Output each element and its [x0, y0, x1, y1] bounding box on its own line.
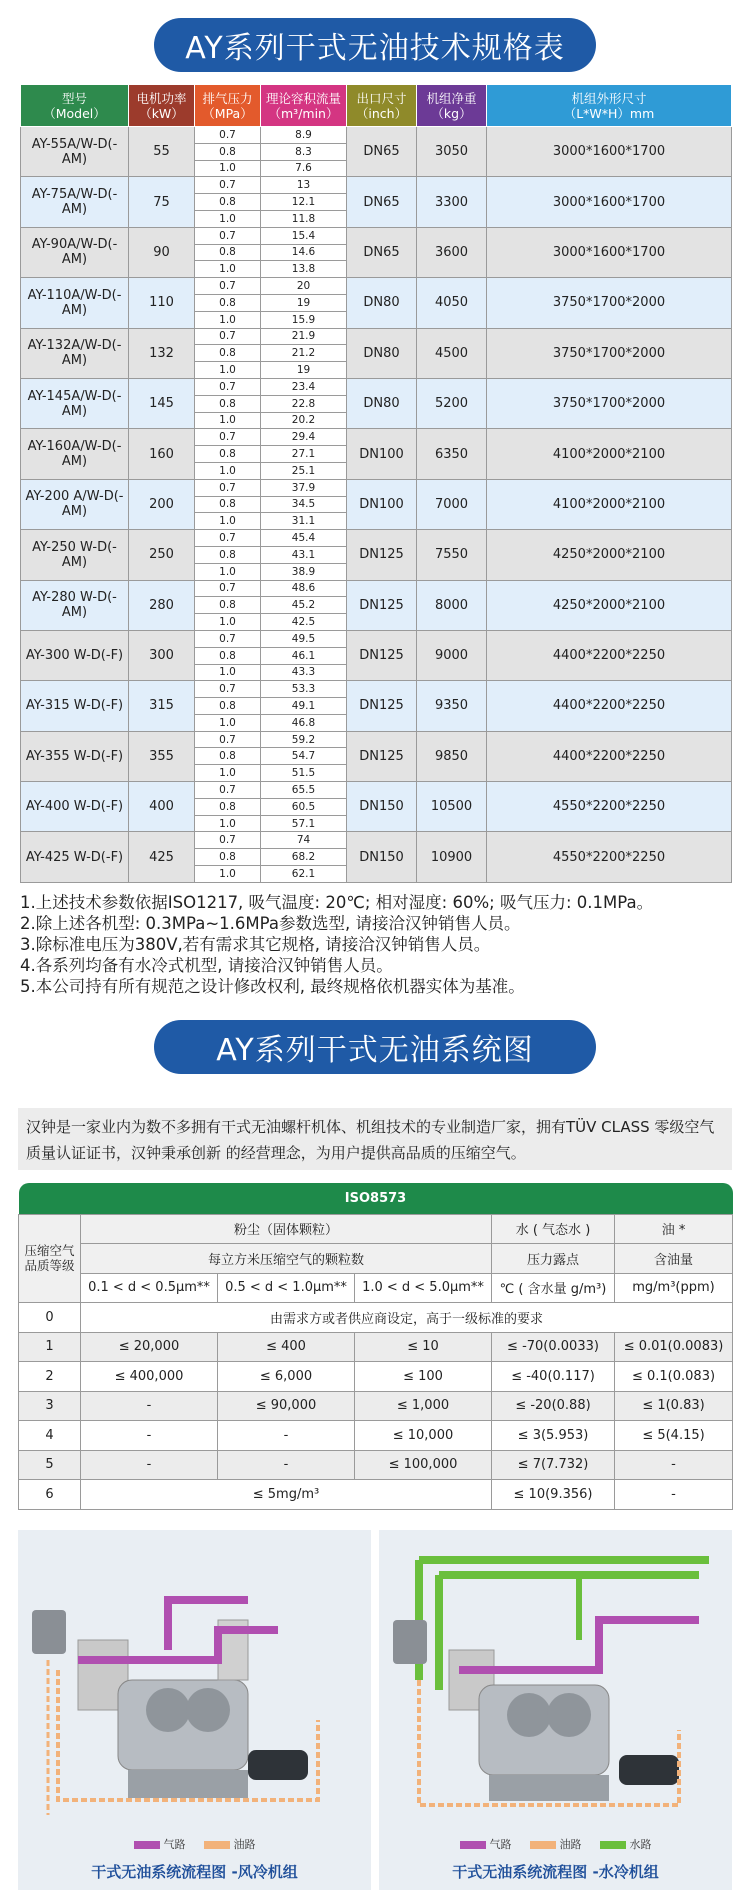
outlet-cell: DN125: [347, 681, 417, 731]
spec-row: [21, 429, 732, 446]
flow-cell: 13: [261, 177, 347, 194]
spec-header-label: 机组外形尺寸: [571, 90, 647, 106]
spec-title-banner: [154, 18, 596, 72]
legend-swatch: [600, 1841, 626, 1849]
iso-row: [19, 1450, 733, 1480]
spec-row: [21, 328, 732, 345]
iso-grade-cell: 1: [19, 1332, 81, 1362]
spec-header-3: [261, 85, 347, 127]
size-cell: 4400*2200*2250: [487, 681, 732, 731]
spec-row: [21, 580, 732, 597]
spec-row: [21, 681, 732, 698]
flow-cell: 51.5: [261, 765, 347, 782]
spec-header-unit: （Model）: [43, 105, 106, 121]
legend-swatch: [460, 1841, 486, 1849]
note-item: 1.上述技术参数依据ISO1217, 吸气温度: 20℃; 相对湿度: 60%; 吸气压力: 0.1MPa。: [20, 893, 654, 912]
spec-header-4: [347, 85, 417, 127]
model-cell: AY-55A/W-D(-AM): [21, 127, 129, 177]
size-cell: 3750*1700*2000: [487, 328, 732, 378]
pressure-cell: 0.8: [195, 798, 261, 815]
power-cell: 75: [129, 177, 195, 227]
spec-header-unit: （kg）: [431, 105, 472, 121]
legend-item: [600, 1836, 652, 1852]
outlet-cell: DN125: [347, 731, 417, 781]
notes-list: [20, 892, 740, 997]
size-cell: 3750*1700*2000: [487, 278, 732, 328]
pressure-cell: 1.0: [195, 866, 261, 883]
iso-grade-0: 0: [19, 1303, 81, 1333]
pressure-cell: 0.7: [195, 429, 261, 446]
flow-cell: 21.2: [261, 345, 347, 362]
pressure-cell: 0.8: [195, 345, 261, 362]
flow-cell: 49.1: [261, 698, 347, 715]
power-cell: 200: [129, 479, 195, 529]
iso-value-cell: ≤ -40(0.117): [492, 1362, 615, 1392]
legend-item: [134, 1836, 186, 1852]
spec-header-label: 排气压力: [202, 90, 253, 106]
spec-row: [21, 127, 732, 144]
iso-row: [19, 1362, 733, 1392]
iso-col-dust-2: 0.5 < d < 1.0μm**: [218, 1273, 355, 1303]
power-cell: 110: [129, 278, 195, 328]
size-cell: 3750*1700*2000: [487, 378, 732, 428]
pressure-cell: 0.8: [195, 597, 261, 614]
model-cell: AY-75A/W-D(-AM): [21, 177, 129, 227]
size-cell: 4550*2200*2250: [487, 832, 732, 882]
flow-cell: 22.8: [261, 395, 347, 412]
power-cell: 355: [129, 731, 195, 781]
flow-cell: 57.1: [261, 815, 347, 832]
iso-value-cell: ≤ 10: [355, 1332, 492, 1362]
pressure-cell: 0.8: [195, 294, 261, 311]
spec-row: [21, 227, 732, 244]
model-cell: AY-160A/W-D(-AM): [21, 429, 129, 479]
weight-cell: 9850: [417, 731, 487, 781]
iso-col-dust-1: 0.1 < d < 0.5μm**: [81, 1273, 218, 1303]
iso-grade-cell: 5: [19, 1450, 81, 1480]
iso-value-cell: ≤ 1,000: [355, 1391, 492, 1421]
flow-cell: 15.9: [261, 311, 347, 328]
weight-cell: 9000: [417, 630, 487, 680]
pressure-cell: 1.0: [195, 311, 261, 328]
pressure-cell: 1.0: [195, 462, 261, 479]
legend-label: 油路: [559, 1838, 582, 1851]
weight-cell: 4500: [417, 328, 487, 378]
model-cell: AY-110A/W-D(-AM): [21, 278, 129, 328]
pressure-cell: 0.8: [195, 698, 261, 715]
spec-header-label: 出口尺寸: [356, 90, 407, 106]
system-title: AY系列干式无油系统图: [216, 1033, 534, 1068]
model-cell: AY-90A/W-D(-AM): [21, 227, 129, 277]
spec-header-5: [417, 85, 487, 127]
pressure-cell: 1.0: [195, 714, 261, 731]
iso-dust-header: 粉尘（固体颗粒）: [81, 1214, 492, 1244]
size-cell: 3000*1600*1700: [487, 177, 732, 227]
iso-value-cell: -: [81, 1421, 218, 1451]
pressure-cell: 0.7: [195, 782, 261, 799]
power-cell: 90: [129, 227, 195, 277]
pressure-cell: 0.7: [195, 681, 261, 698]
flow-cell: 49.5: [261, 630, 347, 647]
flow-cell: 45.4: [261, 530, 347, 547]
outlet-cell: DN65: [347, 227, 417, 277]
pressure-cell: 1.0: [195, 563, 261, 580]
pressure-cell: 0.7: [195, 630, 261, 647]
legend-swatch: [134, 1841, 160, 1849]
flow-cell: 31.1: [261, 513, 347, 530]
pressure-cell: 1.0: [195, 765, 261, 782]
iso-grade-6-water: ≤ 10(9.356): [492, 1480, 615, 1510]
iso-value-cell: ≤ -20(0.88): [492, 1391, 615, 1421]
pressure-cell: 0.7: [195, 530, 261, 547]
iso-col-water: ℃ ( 含水量 g/m³): [492, 1273, 615, 1303]
spec-header-1: [129, 85, 195, 127]
pressure-cell: 0.8: [195, 849, 261, 866]
iso-value-cell: -: [218, 1421, 355, 1451]
legend-item: [460, 1836, 512, 1852]
weight-cell: 3300: [417, 177, 487, 227]
pressure-cell: 0.7: [195, 479, 261, 496]
power-cell: 132: [129, 328, 195, 378]
pressure-cell: 1.0: [195, 513, 261, 530]
model-cell: AY-250 W-D(-AM): [21, 530, 129, 580]
outlet-cell: DN80: [347, 378, 417, 428]
weight-cell: 7000: [417, 479, 487, 529]
weight-cell: 5200: [417, 378, 487, 428]
weight-cell: 9350: [417, 681, 487, 731]
spec-row: [21, 731, 732, 748]
spec-row: [21, 177, 732, 194]
spec-header-unit: （MPa）: [202, 105, 253, 121]
pressure-cell: 1.0: [195, 210, 261, 227]
spec-header-label: 机组净重: [426, 90, 477, 106]
size-cell: 4100*2000*2100: [487, 479, 732, 529]
outlet-cell: DN150: [347, 832, 417, 882]
pressure-cell: 1.0: [195, 160, 261, 177]
weight-cell: 7550: [417, 530, 487, 580]
spec-header-label: 电机功率: [136, 90, 187, 106]
spec-header-unit: （inch）: [355, 105, 408, 121]
flow-cell: 59.2: [261, 731, 347, 748]
iso-value-cell: ≤ 3(5.953): [492, 1421, 615, 1451]
legend-label: 气路: [163, 1838, 186, 1851]
iso-value-cell: ≤ 90,000: [218, 1391, 355, 1421]
iso-value-cell: ≤ 20,000: [81, 1332, 218, 1362]
iso-value-cell: ≤ 0.01(0.0083): [615, 1332, 733, 1362]
flow-cell: 12.1: [261, 194, 347, 211]
weight-cell: 10500: [417, 782, 487, 832]
pressure-cell: 0.7: [195, 328, 261, 345]
size-cell: 4400*2200*2250: [487, 731, 732, 781]
flow-cell: 23.4: [261, 378, 347, 395]
iso-value-cell: ≤ 10,000: [355, 1421, 492, 1451]
flow-cell: 20: [261, 278, 347, 295]
iso-value-cell: ≤ 100: [355, 1362, 492, 1392]
iso-value-cell: -: [218, 1450, 355, 1480]
size-cell: 4250*2000*2100: [487, 580, 732, 630]
flow-cell: 43.1: [261, 546, 347, 563]
flow-cell: 45.2: [261, 597, 347, 614]
spec-table: [20, 84, 732, 883]
flow-cell: 37.9: [261, 479, 347, 496]
flow-cell: 21.9: [261, 328, 347, 345]
legend-swatch: [204, 1841, 230, 1849]
power-cell: 425: [129, 832, 195, 882]
pressure-cell: 1.0: [195, 664, 261, 681]
flow-cell: 68.2: [261, 849, 347, 866]
pressure-cell: 0.8: [195, 647, 261, 664]
system-title-banner: [154, 1020, 596, 1074]
size-cell: 4550*2200*2250: [487, 782, 732, 832]
iso-grade-cell: 4: [19, 1421, 81, 1451]
power-cell: 300: [129, 630, 195, 680]
outlet-cell: DN80: [347, 328, 417, 378]
note-item: 2.除上述各机型: 0.3MPa~1.6MPa参数选型, 请接洽汉钟销售人员。: [20, 914, 521, 933]
iso-water-header: 水 ( 气态水 ): [492, 1214, 615, 1244]
model-cell: AY-425 W-D(-F): [21, 832, 129, 882]
iso-dust-sub: 每立方米压缩空气的颗粒数: [81, 1244, 492, 1274]
outlet-cell: DN100: [347, 479, 417, 529]
model-cell: AY-355 W-D(-F): [21, 731, 129, 781]
spec-row: [21, 378, 732, 395]
iso-title: ISO8573: [19, 1183, 733, 1214]
power-cell: 250: [129, 530, 195, 580]
flow-cell: 53.3: [261, 681, 347, 698]
model-cell: AY-200 A/W-D(-AM): [21, 479, 129, 529]
flow-cell: 43.3: [261, 664, 347, 681]
flow-cell: 38.9: [261, 563, 347, 580]
iso-grade-6-dust: ≤ 5mg/m³: [81, 1480, 492, 1510]
air-cooled-caption: 干式无油系统流程图 -风冷机组: [91, 1863, 298, 1881]
spec-header-0: [21, 85, 129, 127]
power-cell: 160: [129, 429, 195, 479]
pressure-cell: 0.7: [195, 731, 261, 748]
water-cooled-diagram: [379, 1530, 732, 1890]
spec-header-unit: （kW）: [139, 105, 184, 121]
legend-item: [530, 1836, 582, 1852]
flow-cell: 14.6: [261, 244, 347, 261]
iso-row: [19, 1391, 733, 1421]
size-cell: 4250*2000*2100: [487, 530, 732, 580]
iso-value-cell: -: [81, 1450, 218, 1480]
spec-row: [21, 530, 732, 547]
spec-header-unit: （m³/min）: [268, 105, 339, 121]
weight-cell: 4050: [417, 278, 487, 328]
pressure-cell: 0.7: [195, 832, 261, 849]
flow-cell: 46.8: [261, 714, 347, 731]
flow-cell: 19: [261, 362, 347, 379]
flow-cell: 19: [261, 294, 347, 311]
outlet-cell: DN125: [347, 580, 417, 630]
iso-grade-cell: 2: [19, 1362, 81, 1392]
spec-header-label: 理论容积流量: [265, 90, 341, 106]
iso-value-cell: ≤ 1(0.83): [615, 1391, 733, 1421]
iso-value-cell: ≤ 0.1(0.083): [615, 1362, 733, 1392]
outlet-cell: DN150: [347, 782, 417, 832]
pressure-cell: 1.0: [195, 614, 261, 631]
flow-cell: 29.4: [261, 429, 347, 446]
iso-grade-6: 6: [19, 1480, 81, 1510]
pressure-cell: 1.0: [195, 412, 261, 429]
outlet-cell: DN100: [347, 429, 417, 479]
pressure-cell: 0.7: [195, 378, 261, 395]
water-cooled-legend: [379, 1836, 732, 1852]
spec-row: [21, 832, 732, 849]
outlet-cell: DN65: [347, 177, 417, 227]
power-cell: 55: [129, 127, 195, 177]
iso-row: [19, 1421, 733, 1451]
flow-cell: 62.1: [261, 866, 347, 883]
pressure-cell: 0.7: [195, 177, 261, 194]
flow-cell: 27.1: [261, 446, 347, 463]
iso-table: [18, 1183, 733, 1510]
spec-row: [21, 782, 732, 799]
water-cooled-flow-illustration: [379, 1530, 732, 1830]
iso-value-cell: ≤ 6,000: [218, 1362, 355, 1392]
flow-cell: 13.8: [261, 261, 347, 278]
pressure-cell: 0.8: [195, 446, 261, 463]
legend-swatch: [530, 1841, 556, 1849]
model-cell: AY-400 W-D(-F): [21, 782, 129, 832]
iso-value-cell: ≤ 7(7.732): [492, 1450, 615, 1480]
iso-value-cell: ≤ 400: [218, 1332, 355, 1362]
iso-oil-header: 油 *: [615, 1214, 733, 1244]
size-cell: 4100*2000*2100: [487, 429, 732, 479]
weight-cell: 6350: [417, 429, 487, 479]
flow-cell: 34.5: [261, 496, 347, 513]
size-cell: 3000*1600*1700: [487, 127, 732, 177]
air-cooled-flow-illustration: [18, 1530, 371, 1830]
weight-cell: 10900: [417, 832, 487, 882]
note-item: 5.本公司持有所有规范之设计修改权利, 最终规格依机器实体为基准。: [20, 977, 525, 996]
pressure-cell: 0.7: [195, 227, 261, 244]
spec-header-row: [21, 85, 732, 127]
company-intro: 汉钟是一家业内为数不多拥有干式无油螺杆机体、机组技术的专业制造厂家，拥有TÜV CLASS 零级空气质量认证证书，汉钟秉承创新 的经营理念，为用户提供高品质的压缩空气。: [18, 1108, 732, 1170]
outlet-cell: DN80: [347, 278, 417, 328]
model-cell: AY-300 W-D(-F): [21, 630, 129, 680]
flow-cell: 48.6: [261, 580, 347, 597]
iso-water-sub: 压力露点: [492, 1244, 615, 1274]
model-cell: AY-280 W-D(-AM): [21, 580, 129, 630]
spec-header-unit: （L*W*H）mm: [563, 105, 655, 121]
flow-cell: 7.6: [261, 160, 347, 177]
spec-header-6: [487, 85, 732, 127]
legend-label: 气路: [489, 1838, 512, 1851]
iso-row: [19, 1332, 733, 1362]
pressure-cell: 0.7: [195, 580, 261, 597]
outlet-cell: DN125: [347, 630, 417, 680]
iso-value-cell: ≤ 400,000: [81, 1362, 218, 1392]
outlet-cell: DN65: [347, 127, 417, 177]
size-cell: 4400*2200*2250: [487, 630, 732, 680]
pressure-cell: 1.0: [195, 261, 261, 278]
iso-value-cell: -: [81, 1391, 218, 1421]
flow-cell: 46.1: [261, 647, 347, 664]
spec-header-2: [195, 85, 261, 127]
weight-cell: 3050: [417, 127, 487, 177]
pressure-cell: 0.8: [195, 194, 261, 211]
pressure-cell: 0.8: [195, 244, 261, 261]
iso-grade-label: 压缩空气品质等级: [19, 1214, 81, 1303]
power-cell: 315: [129, 681, 195, 731]
flow-cell: 74: [261, 832, 347, 849]
spec-header-label: 型号: [61, 90, 87, 106]
size-cell: 3000*1600*1700: [487, 227, 732, 277]
flow-cell: 20.2: [261, 412, 347, 429]
water-cooled-caption: 干式无油系统流程图 -水冷机组: [452, 1863, 659, 1881]
flow-cell: 15.4: [261, 227, 347, 244]
spec-title: AY系列干式无油技术规格表: [185, 31, 565, 66]
power-cell: 145: [129, 378, 195, 428]
iso-grade-6-oil: -: [615, 1480, 733, 1510]
flow-cell: 42.5: [261, 614, 347, 631]
flow-cell: 60.5: [261, 798, 347, 815]
pressure-cell: 0.7: [195, 278, 261, 295]
legend-item: [204, 1836, 256, 1852]
flow-cell: 65.5: [261, 782, 347, 799]
weight-cell: 8000: [417, 580, 487, 630]
iso-value-cell: ≤ 100,000: [355, 1450, 492, 1480]
pressure-cell: 0.8: [195, 143, 261, 160]
flow-cell: 54.7: [261, 748, 347, 765]
power-cell: 400: [129, 782, 195, 832]
flow-cell: 8.9: [261, 127, 347, 144]
legend-label: 水路: [629, 1838, 652, 1851]
legend-label: 油路: [233, 1838, 256, 1851]
pressure-cell: 0.8: [195, 546, 261, 563]
iso-grade-cell: 3: [19, 1391, 81, 1421]
iso-col-dust-3: 1.0 < d < 5.0μm**: [355, 1273, 492, 1303]
iso-oil-sub: 含油量: [615, 1244, 733, 1274]
air-cooled-legend: [18, 1836, 371, 1852]
iso-grade-0-text: 由需求方或者供应商设定，高于一级标准的要求: [81, 1303, 733, 1333]
model-cell: AY-145A/W-D(-AM): [21, 378, 129, 428]
iso-value-cell: ≤ 5(4.15): [615, 1421, 733, 1451]
spec-row: [21, 278, 732, 295]
flow-cell: 25.1: [261, 462, 347, 479]
iso-value-cell: ≤ -70(0.0033): [492, 1332, 615, 1362]
spec-row: [21, 630, 732, 647]
flow-cell: 11.8: [261, 210, 347, 227]
pressure-cell: 0.7: [195, 127, 261, 144]
pressure-cell: 1.0: [195, 815, 261, 832]
flow-cell: 8.3: [261, 143, 347, 160]
pressure-cell: 0.8: [195, 496, 261, 513]
note-item: 4.各系列均备有水冷式机型, 请接洽汉钟销售人员。: [20, 956, 393, 975]
model-cell: AY-132A/W-D(-AM): [21, 328, 129, 378]
weight-cell: 3600: [417, 227, 487, 277]
pressure-cell: 0.8: [195, 395, 261, 412]
air-cooled-diagram: [18, 1530, 371, 1890]
model-cell: AY-315 W-D(-F): [21, 681, 129, 731]
pressure-cell: 1.0: [195, 362, 261, 379]
pressure-cell: 0.8: [195, 748, 261, 765]
spec-row: [21, 479, 732, 496]
power-cell: 280: [129, 580, 195, 630]
outlet-cell: DN125: [347, 530, 417, 580]
note-item: 3.除标准电压为380V,若有需求其它规格, 请接洽汉钟销售人员。: [20, 935, 491, 954]
iso-value-cell: -: [615, 1450, 733, 1480]
iso-col-oil: mg/m³(ppm): [615, 1273, 733, 1303]
